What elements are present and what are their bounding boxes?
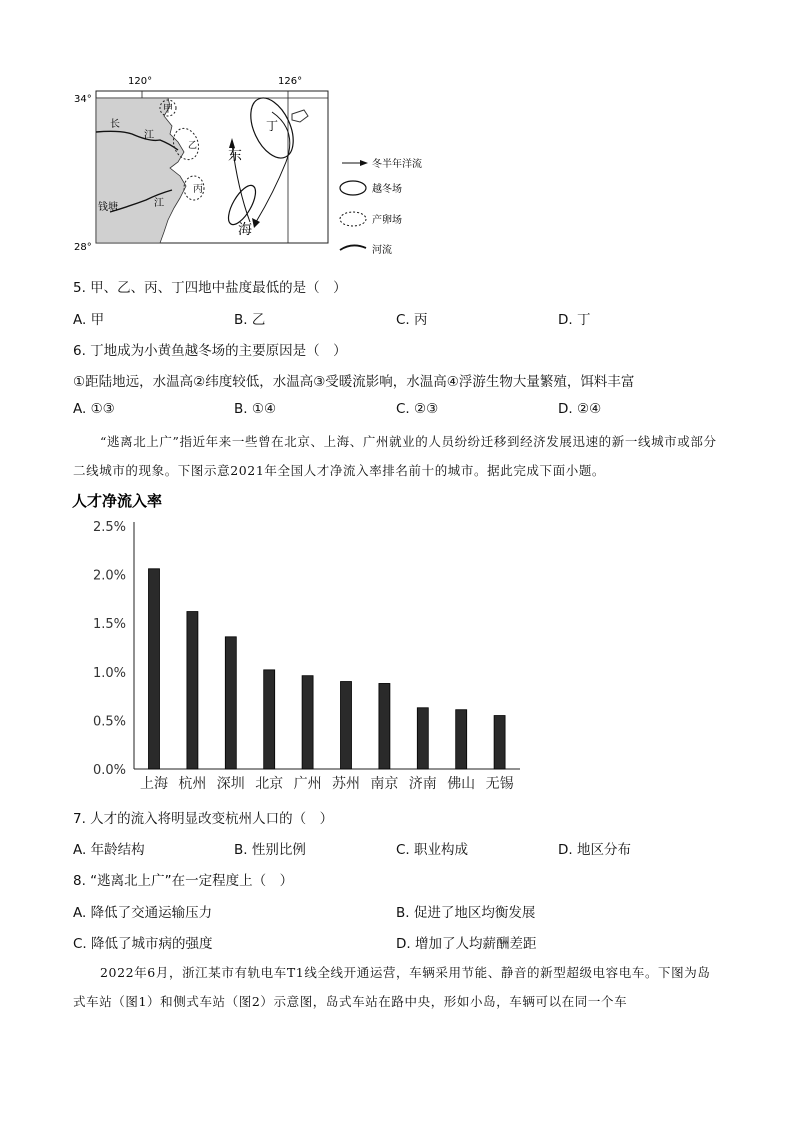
y-tick-label: 0.0%: [92, 763, 126, 778]
question-6-stem: 6. 丁地成为小黄鱼越冬场的主要原因是（ ）: [73, 343, 347, 359]
x-tick-label: 深圳: [216, 776, 245, 792]
y-tick-label: 2.0%: [92, 568, 126, 584]
q8-option-a[interactable]: A. 降低了交通运输压力: [73, 905, 213, 921]
legend-wintering: 越冬场: [372, 184, 402, 195]
q6-option-d[interactable]: D. ②④: [558, 401, 602, 417]
y-tick-label: 2.5%: [92, 520, 126, 535]
legend-spawning: 产卵场: [372, 215, 402, 226]
label-chang: 长: [110, 119, 120, 130]
q6-option-a[interactable]: A. ①③: [73, 401, 115, 417]
bar-5: [341, 682, 352, 769]
q7-option-c[interactable]: C. 职业构成: [396, 842, 469, 858]
question-5-stem: 5. 甲、乙、丙、丁四地中盐度最低的是（ ）: [73, 280, 347, 296]
lat-label-34: 34°: [74, 94, 92, 105]
legend-current: 冬半年洋流: [372, 159, 422, 170]
q6-option-c[interactable]: C. ②③: [396, 401, 439, 417]
lon-label-120: 120°: [128, 76, 153, 87]
q8-option-c[interactable]: C. 降低了城市病的强度: [73, 936, 213, 952]
ocean-current-map: [60, 72, 440, 262]
talent-inflow-bar-chart: [70, 488, 530, 798]
x-tick-label: 广州: [293, 776, 322, 792]
lon-label-126: 126°: [278, 76, 303, 87]
x-tick-label: 南京: [370, 776, 399, 792]
q7-option-b[interactable]: B. 性别比例: [234, 842, 306, 858]
bar-0: [149, 569, 160, 769]
bar-1: [187, 612, 198, 769]
bar-2: [225, 637, 236, 769]
label-dong: 东: [228, 148, 242, 164]
bar-6: [379, 683, 390, 769]
q5-option-c[interactable]: C. 丙: [396, 312, 428, 328]
question-6-statements: ①距陆地远，水温高②纬度较低，水温高③受暖流影响，水温高④浮游生物大量繁殖，饵料丰富: [73, 374, 635, 390]
y-tick-label: 1.0%: [92, 665, 126, 681]
question-8-stem: 8. “逃离北上广”在一定程度上（ ）: [73, 873, 294, 889]
label-hai: 海: [238, 222, 252, 238]
passage-tram-stations: 2022年6月，浙江某市有轨电车T1线全线开通运营，车辆采用节能、静音的新型超级电容电车。下图为岛式车站（图1）和侧式车站（图2）示意图，岛式车站在路中央，形如小岛，车辆可以在同一个车: [73, 965, 711, 1009]
q8-option-b[interactable]: B. 促进了地区均衡发展: [396, 905, 536, 921]
chart-title: 人才净流入率: [72, 492, 163, 510]
x-tick-label: 苏州: [332, 776, 360, 792]
bar-3: [264, 670, 275, 769]
passage-talent-migration: “逃离北上广”指近年来一些曾在北京、上海、广州就业的人员纷纷迁移到经济发展迅速的新一线城市或部分二线城市的现象。下图示意2021年全国人才净流入率排名前十的城市。据此完成下面小题。: [73, 434, 717, 478]
x-tick-label: 杭州: [178, 776, 207, 792]
y-tick-label: 1.5%: [92, 617, 126, 633]
lat-label-28: 28°: [74, 242, 92, 253]
question-7-stem: 7. 人才的流入将明显改变杭州人口的（ ）: [73, 811, 334, 827]
legend-river: 河流: [372, 245, 392, 256]
x-tick-label: 佛山: [447, 776, 476, 792]
label-yi: 乙: [188, 141, 198, 151]
bar-7: [417, 708, 428, 769]
label-bing: 丙: [193, 184, 203, 195]
label-jiang-2: 江: [154, 198, 164, 209]
x-tick-label: 上海: [140, 776, 168, 792]
x-tick-label: 无锡: [485, 776, 514, 792]
label-qiantang: 钱塘: [98, 202, 118, 213]
q5-option-b[interactable]: B. 乙: [234, 312, 266, 328]
q7-option-d[interactable]: D. 地区分布: [558, 842, 631, 858]
q7-option-a[interactable]: A. 年龄结构: [73, 842, 145, 858]
q5-option-d[interactable]: D. 丁: [558, 312, 591, 328]
q5-option-a[interactable]: A. 甲: [73, 312, 105, 328]
bar-4: [302, 676, 313, 769]
q6-option-b[interactable]: B. ①④: [234, 401, 277, 417]
label-jia: 甲: [163, 104, 173, 115]
label-ding: 丁: [266, 119, 279, 133]
bar-9: [494, 716, 505, 769]
y-tick-label: 0.5%: [92, 714, 126, 730]
label-jiang-1: 江: [144, 130, 154, 141]
x-tick-label: 济南: [408, 776, 437, 792]
x-tick-label: 北京: [255, 776, 284, 792]
q8-option-d[interactable]: D. 增加了人均薪酬差距: [396, 936, 537, 952]
bar-8: [456, 710, 467, 769]
